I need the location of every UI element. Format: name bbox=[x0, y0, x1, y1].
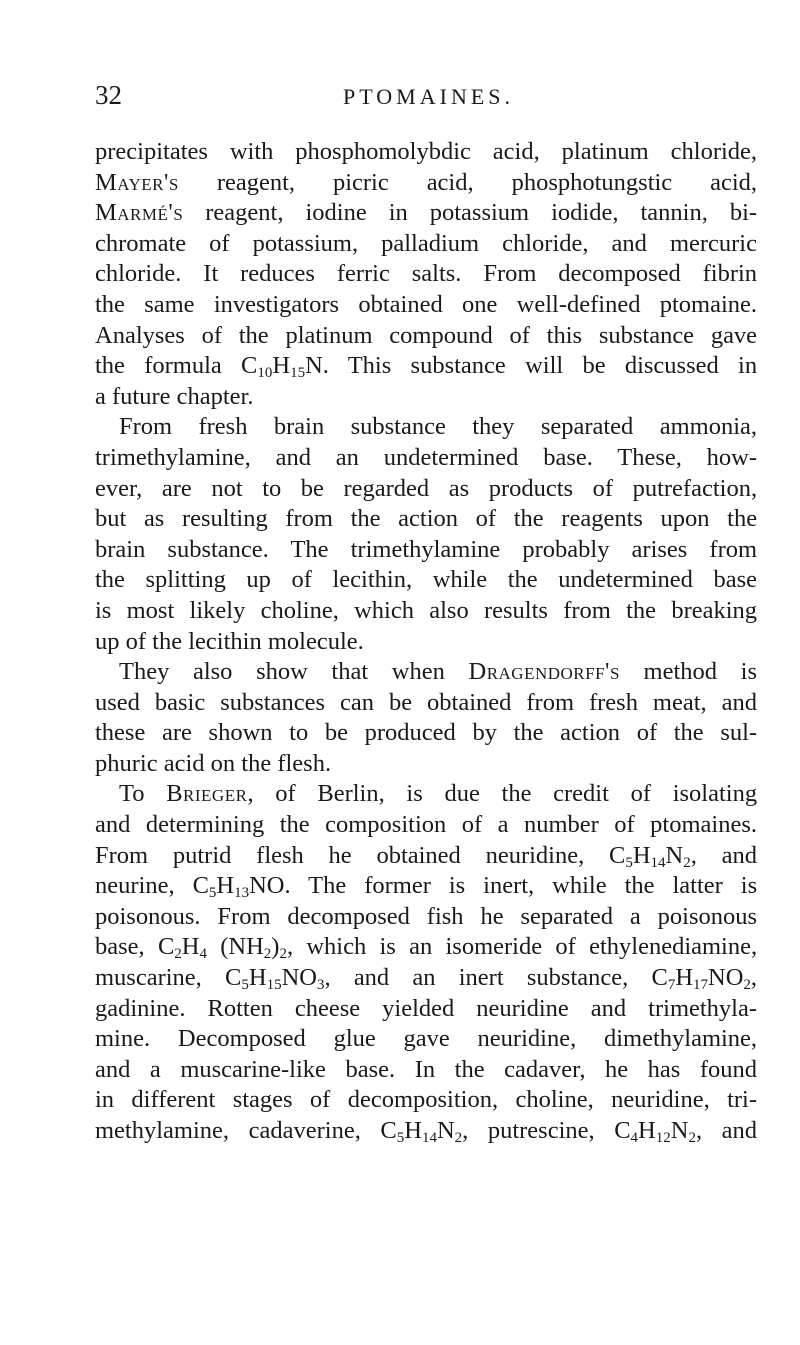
page-number: 32 bbox=[95, 80, 122, 110]
text-line: base, $C_2H_4$ $(NH_2)_2$, which is an isomeride of ethylenediamine, bbox=[95, 933, 758, 963]
text-line: phuric acid on the flesh. bbox=[95, 749, 332, 777]
text-line: Mayer's reagent, picric acid, phosphotungstic acid, bbox=[95, 168, 758, 196]
text-line: muscarine, $C_5H_{15}NO_3$, and an inert substance, $C_7H_{17}NO_2$, bbox=[95, 964, 758, 994]
text-line: From putrid flesh he obtained neuridine, $C_5H_{14}N_2$, and bbox=[95, 841, 758, 871]
text-line: brain substance. The trimethylamine probably arises from bbox=[95, 535, 758, 563]
text-line: chromate of potassium, palladium chloride, and mercuric bbox=[95, 229, 757, 257]
text-line: ever, are not to be regarded as products of putrefaction, bbox=[95, 474, 758, 502]
body-text bbox=[95, 137, 757, 1147]
text-line: up of the lecithin molecule. bbox=[95, 627, 364, 655]
text-line: the same investigators obtained one well-defined ptomaine. bbox=[95, 290, 758, 318]
running-head bbox=[95, 78, 755, 112]
text-line: these are shown to be produced by the action of the sul- bbox=[95, 719, 758, 747]
text-line: trimethylamine, and an undetermined base. These, how- bbox=[95, 443, 758, 471]
text-line: They also show that when Dragendorff's method is bbox=[119, 658, 758, 686]
text-line: is most likely choline, which also results from the breaking bbox=[95, 596, 758, 624]
text-line: neurine, $C_5H_{13}NO$. The former is inert, while the latter is bbox=[95, 872, 758, 902]
text-line: the formula $C_{10}H_{15}N$. This substance will be discussed in bbox=[95, 352, 758, 382]
text-line: Marmé's reagent, iodine in potassium iodide, tannin, bi- bbox=[95, 199, 758, 227]
text-line: From fresh brain substance they separated ammonia, bbox=[119, 413, 757, 441]
text-line: To Brieger, of Berlin, is due the credit of isolating bbox=[119, 780, 758, 808]
text-line: a future chapter. bbox=[95, 382, 254, 410]
text-line: poisonous. From decomposed fish he separated a poisonous bbox=[95, 902, 758, 930]
text-line: but as resulting from the action of the reagents upon the bbox=[95, 505, 758, 533]
text-line: Analyses of the platinum compound of this substance gave bbox=[95, 321, 758, 349]
text-line: and determining the composition of a number of ptomaines. bbox=[95, 811, 757, 839]
text-line: methylamine, cadaverine, $C_5H_{14}N_2$, putrescine, $C_4H_{12}N_2$, and bbox=[95, 1117, 758, 1146]
text-line: mine. Decomposed glue gave neuridine, dimethylamine, bbox=[95, 1025, 758, 1053]
text-line: and a muscarine-like base. In the cadaver, he has found bbox=[95, 1055, 758, 1083]
text-line: precipitates with phosphomolybdic acid, platinum chloride, bbox=[95, 138, 758, 165]
text-line: used basic substances can be obtained from fresh meat, and bbox=[95, 688, 758, 716]
text-line: gadinine. Rotten cheese yielded neuridine and trimethyla- bbox=[95, 994, 758, 1022]
text-line: chloride. It reduces ferric salts. From decomposed fibrin bbox=[95, 260, 758, 288]
running-title: PTOMAINES. bbox=[343, 84, 515, 109]
text-line: in different stages of decomposition, choline, neuridine, tri- bbox=[95, 1086, 758, 1114]
text-line: the splitting up of lecithin, while the undetermined base bbox=[95, 566, 758, 594]
